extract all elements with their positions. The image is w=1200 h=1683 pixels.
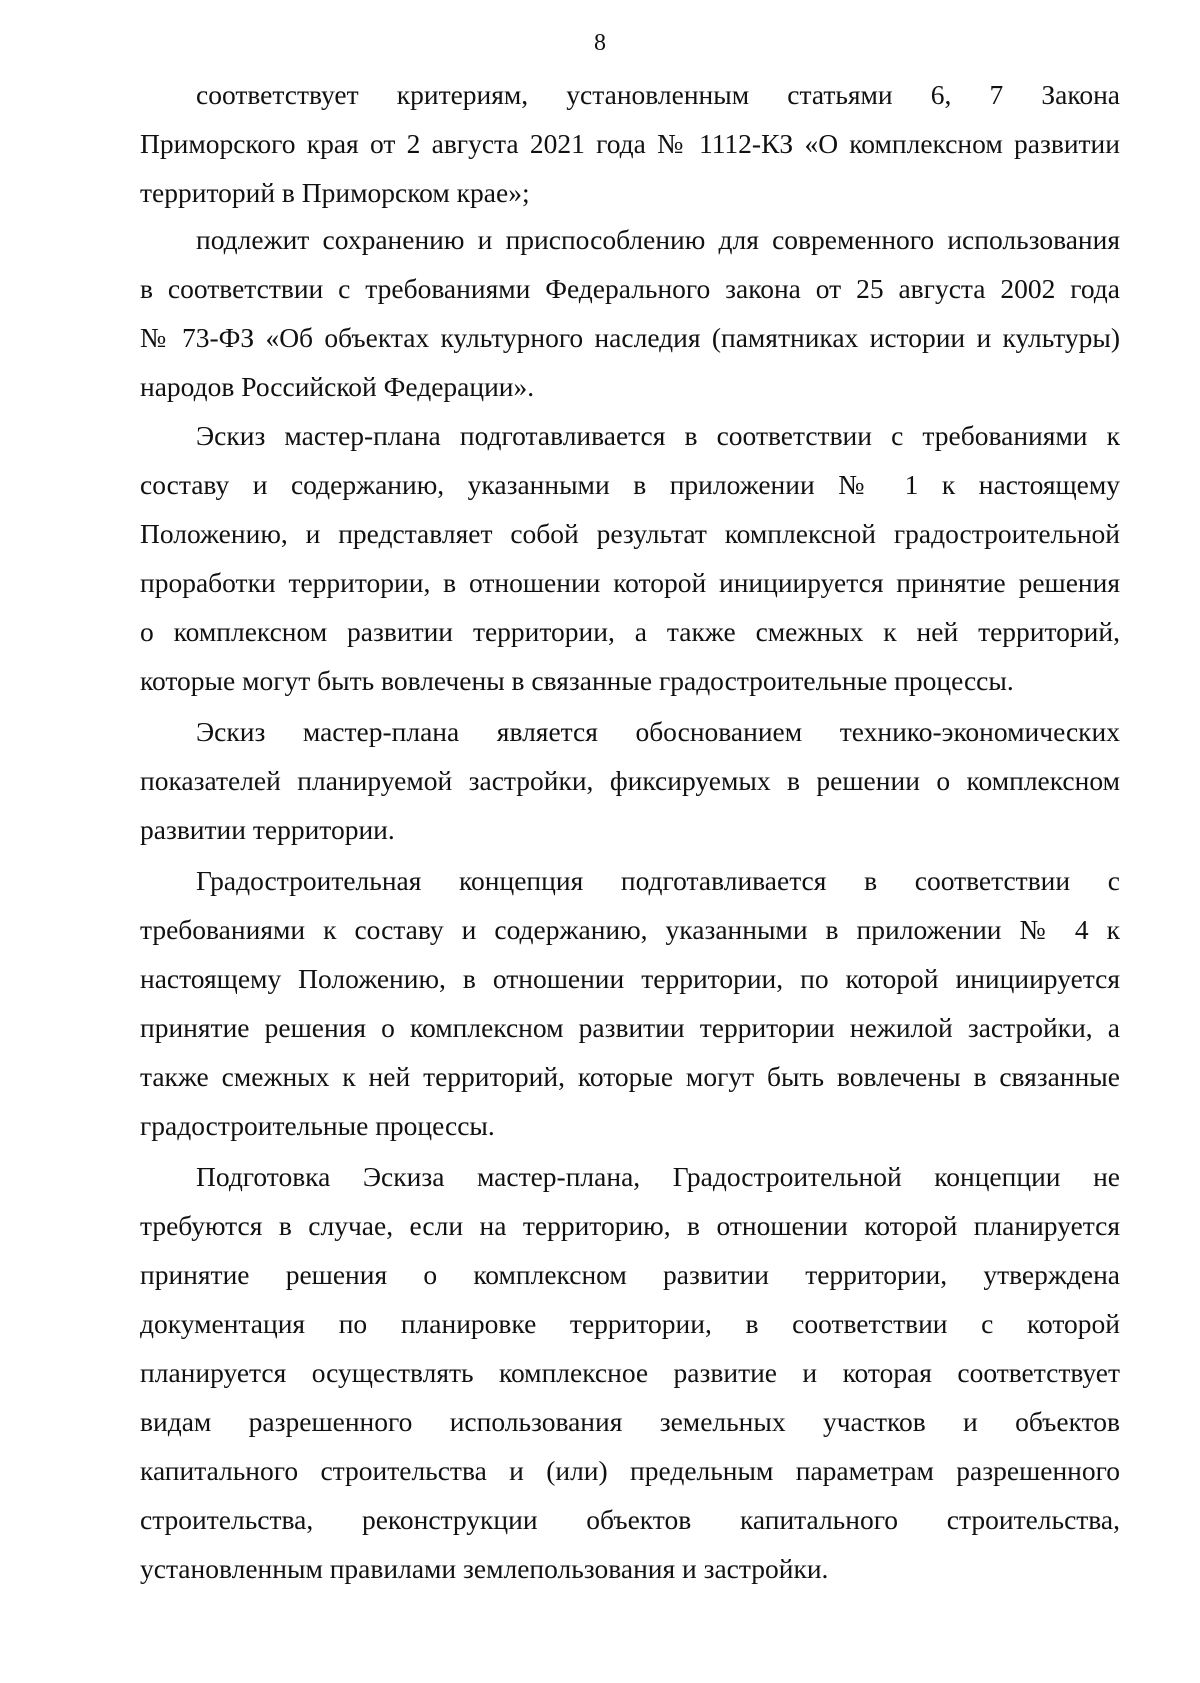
paragraph-line: которые могут быть вовлечены в связанные градостроительные процессы. <box>140 665 1014 696</box>
paragraph-line: в соответствии с требованиями Федерального закона от 25 августа 2002 года <box>140 273 1120 304</box>
paragraph-6 <box>140 1152 1120 1593</box>
paragraph-line: принятие решения о комплексном развитии территории нежилой застройки, а <box>140 1012 1120 1043</box>
paragraph-line: о комплексном развитии территории, а также смежных к ней территорий, <box>140 616 1120 647</box>
paragraph-line: Положению, и представляет собой результат комплексной градостроительной <box>140 518 1120 549</box>
page-number: 8 <box>594 30 606 56</box>
paragraph-line: градостроительные процессы. <box>140 1110 495 1141</box>
document-body <box>140 70 1120 1593</box>
paragraph-1 <box>140 70 1120 217</box>
paragraph-line: составу и содержанию, указанными в приложении № 1 к настоящему <box>140 469 1120 500</box>
paragraph-line: показателей планируемой застройки, фиксируемых в решении о комплексном <box>140 765 1120 796</box>
paragraph-line: подлежит сохранению и приспособлению для современного использования <box>196 224 1120 255</box>
paragraph-line: требуются в случае, если на территорию, в отношении которой планируется <box>140 1210 1120 1241</box>
paragraph-line: также смежных к ней территорий, которые могут быть вовлечены в связанные <box>140 1061 1120 1092</box>
paragraph-line: № 73-ФЗ «Об объектах культурного наследия (памятниках истории и культуры) <box>140 322 1120 353</box>
paragraph-line: принятие решения о комплексном развитии территории, утверждена <box>140 1259 1120 1290</box>
paragraph-line: установленным правилами землепользования и застройки. <box>140 1553 829 1584</box>
paragraph-line: планируется осуществлять комплексное развитие и которая соответствует <box>140 1357 1120 1388</box>
paragraph-line: Подготовка Эскиза мастер-плана, Градостроительной концепции не <box>196 1161 1120 1192</box>
paragraph-line: Градостроительная концепция подготавливается в соответствии с <box>196 865 1120 896</box>
paragraph-line: проработки территории, в отношении которой инициируется принятие решения <box>140 567 1120 598</box>
paragraph-line: Эскиз мастер-плана является обоснованием технико-экономических <box>196 716 1120 747</box>
paragraph-3 <box>140 411 1120 705</box>
paragraph-2 <box>140 215 1120 411</box>
paragraph-line: народов Российской Федерации». <box>140 371 535 402</box>
paragraph-4 <box>140 707 1120 854</box>
paragraph-line: строительства, реконструкции объектов капитального строительства, <box>140 1504 1120 1535</box>
paragraph-line: требованиями к составу и содержанию, указанными в приложении № 4 к <box>140 914 1120 945</box>
paragraph-line: Приморского края от 2 августа 2021 года № 1112-КЗ «О комплексном развитии <box>140 128 1120 159</box>
paragraph-line: настоящему Положению, в отношении территории, по которой инициируется <box>140 963 1120 994</box>
paragraph-line: Эскиз мастер-плана подготавливается в соответствии с требованиями к <box>196 420 1120 451</box>
paragraph-line: документация по планировке территории, в соответствии с которой <box>140 1308 1120 1339</box>
paragraph-line: территорий в Приморском крае»; <box>140 177 530 208</box>
paragraph-line: капитального строительства и (или) предельным параметрам разрешенного <box>140 1455 1120 1486</box>
paragraph-line: соответствует критериям, установленным статьями 6, 7 Закона <box>196 79 1120 110</box>
paragraph-line: развитии территории. <box>140 814 395 845</box>
paragraph-line: видам разрешенного использования земельных участков и объектов <box>140 1406 1120 1437</box>
paragraph-5 <box>140 856 1120 1150</box>
